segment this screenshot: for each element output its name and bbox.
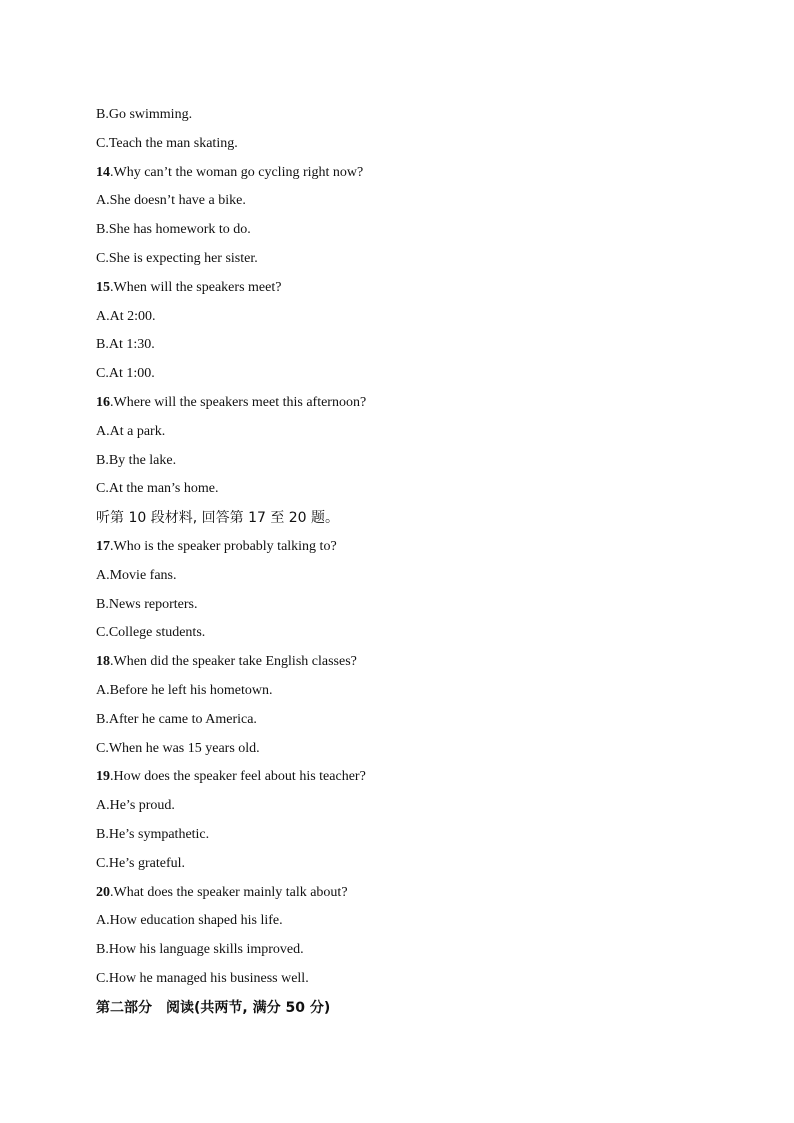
answer-option <box>96 130 736 159</box>
question-number: 17 <box>96 538 110 554</box>
answer-option <box>96 706 736 735</box>
line-text: B.She has homework to do. <box>96 222 251 238</box>
line-text: C.College students. <box>96 625 206 641</box>
answer-option <box>96 475 736 504</box>
line-text: .When will the speakers meet? <box>110 279 282 295</box>
listening-instruction <box>96 504 736 533</box>
answer-option <box>96 821 736 850</box>
answer-option <box>96 677 736 706</box>
answer-option <box>96 418 736 447</box>
question-14 <box>96 159 736 188</box>
line-text: C.She is expecting her sister. <box>96 250 258 266</box>
line-text: C.At the man’s home. <box>96 481 219 497</box>
question-number: 20 <box>96 884 110 900</box>
answer-option <box>96 936 736 965</box>
question-19 <box>96 763 736 792</box>
line-text: A.Before he left his hometown. <box>96 682 273 698</box>
line-text: A.At a park. <box>96 423 166 439</box>
line-text: .When did the speaker take English classes? <box>110 654 357 670</box>
line-text: B.He’s sympathetic. <box>96 826 210 842</box>
question-number: 15 <box>96 279 110 295</box>
answer-option <box>96 965 736 994</box>
line-text: A.How education shaped his life. <box>96 913 283 929</box>
question-18 <box>96 648 736 677</box>
line-text: A.He’s proud. <box>96 798 175 814</box>
answer-option <box>96 562 736 591</box>
question-20 <box>96 879 736 908</box>
line-text: C.Teach the man skating. <box>96 135 238 151</box>
question-number: 16 <box>96 394 110 410</box>
question-17 <box>96 533 736 562</box>
answer-option <box>96 850 736 879</box>
line-text: C.When he was 15 years old. <box>96 740 260 756</box>
line-text: B.News reporters. <box>96 596 198 612</box>
line-text: A.She doesn’t have a bike. <box>96 193 246 209</box>
answer-option <box>96 792 736 821</box>
line-text: C.How he managed his business well. <box>96 970 309 986</box>
section-heading <box>96 994 736 1023</box>
answer-option <box>96 360 736 389</box>
line-text: C.At 1:00. <box>96 366 155 382</box>
question-16 <box>96 389 736 418</box>
question-number: 14 <box>96 164 110 180</box>
line-text: A.Movie fans. <box>96 567 177 583</box>
answer-option <box>96 101 736 130</box>
answer-option <box>96 735 736 764</box>
answer-option <box>96 303 736 332</box>
line-text: B.By the lake. <box>96 452 177 468</box>
line-text: .What does the speaker mainly talk about? <box>110 884 348 900</box>
line-text: .How does the speaker feel about his teacher? <box>110 769 366 785</box>
line-text: .Where will the speakers meet this afternoon? <box>110 394 367 410</box>
line-text: B.Go swimming. <box>96 107 193 122</box>
answer-option <box>96 331 736 360</box>
answer-option <box>96 447 736 476</box>
question-15 <box>96 274 736 303</box>
answer-option <box>96 245 736 274</box>
question-number: 18 <box>96 654 110 670</box>
line-text: B.At 1:30. <box>96 337 155 353</box>
line-text: A.At 2:00. <box>96 308 156 324</box>
answer-option <box>96 907 736 936</box>
answer-option <box>96 187 736 216</box>
line-text: 听第 10 段材料, 回答第 17 至 20 题。 <box>96 510 340 527</box>
line-text: .Who is the speaker probably talking to? <box>110 538 337 554</box>
line-text: B.After he came to America. <box>96 711 257 727</box>
line-text: 第二部分 阅读(共两节, 满分 50 分) <box>96 999 331 1016</box>
answer-option <box>96 216 736 245</box>
answer-option <box>96 591 736 620</box>
question-list <box>96 101 736 1023</box>
line-text: .Why can’t the woman go cycling right now? <box>110 164 364 180</box>
line-text: B.How his language skills improved. <box>96 942 304 958</box>
answer-option <box>96 619 736 648</box>
question-number: 19 <box>96 769 110 785</box>
line-text: C.He’s grateful. <box>96 855 186 871</box>
